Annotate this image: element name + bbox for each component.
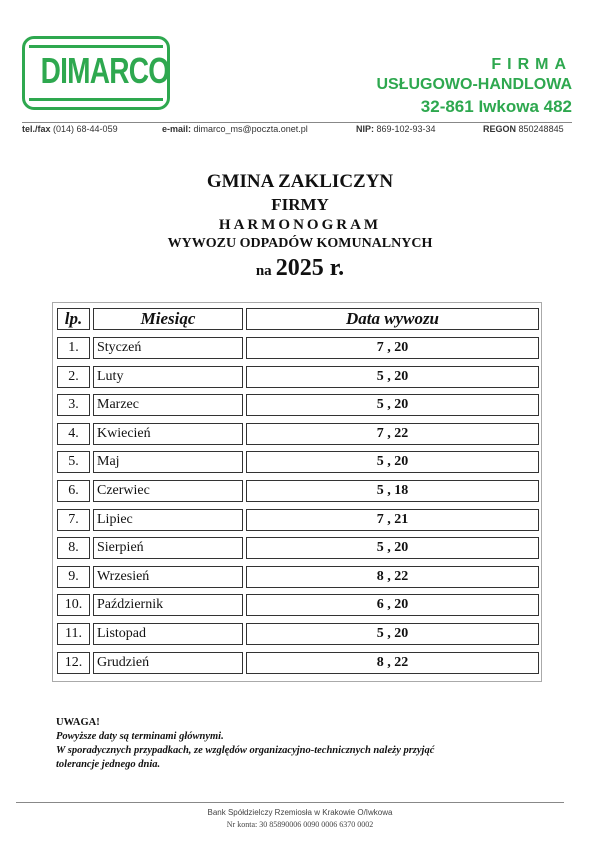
row-date: 5 , 20 [246,394,539,416]
row-lp: 3. [57,394,90,416]
row-date: 7 , 22 [246,423,539,445]
row-month: Czerwiec [93,480,243,502]
row-month: Październik [93,594,243,616]
table-row [53,563,541,591]
row-month: Sierpień [93,537,243,559]
row-lp: 7. [57,509,90,531]
header-month: Miesiąc [93,308,243,330]
row-date: 5 , 20 [246,366,539,388]
row-date: 8 , 22 [246,566,539,588]
firm-type: USŁUGOWO-HANDLOWA [376,76,572,93]
table-row [53,334,541,362]
footer [0,807,600,831]
header-lp: lp. [57,308,90,330]
row-month: Wrzesień [93,566,243,588]
row-month: Maj [93,451,243,473]
table-row [53,363,541,391]
row-month: Grudzień [93,652,243,674]
header-date: Data wywozu [246,308,539,330]
note-line-2: W sporadycznych przypadkach, ze względów organizacyjno-technicznych należy przyjąć [56,745,435,756]
firm-info [376,55,572,118]
row-lp: 10. [57,594,90,616]
note-title: UWAGA! [56,717,100,728]
footer-bank: Bank Spółdzielczy Rzemiosła w Krakowie O/Iwkowa [207,808,393,817]
row-month: Lipiec [93,509,243,531]
row-date: 5 , 18 [246,480,539,502]
regon: REGON 850248845 [483,124,564,134]
table-row [53,477,541,505]
row-date: 5 , 20 [246,623,539,645]
row-lp: 2. [57,366,90,388]
table-header [53,305,541,333]
table-row [53,506,541,534]
title-year: na 2025 r. [255,255,345,281]
row-lp: 11. [57,623,90,645]
schedule-table [52,302,542,682]
row-lp: 8. [57,537,90,559]
row-month: Listopad [93,623,243,645]
table-row [53,420,541,448]
row-lp: 1. [57,337,90,359]
row-date: 6 , 20 [246,594,539,616]
note-line-3: tolerancje jednego dnia. [56,759,161,770]
tel-fax: tel./fax (014) 68-44-059 [22,124,118,134]
table-row [53,649,541,677]
note-line-1: Powyższe daty są terminami głównymi. [56,731,224,742]
title-gmina: GMINA ZAKLICZYN [206,171,394,192]
table-row [53,391,541,419]
company-logo [22,36,170,110]
row-date: 7 , 20 [246,337,539,359]
row-date: 8 , 22 [246,652,539,674]
row-month: Luty [93,366,243,388]
title-firmy: FIRMY [271,195,329,214]
email: e-mail: dimarco_ms@poczta.onet.pl [162,124,308,134]
row-lp: 12. [57,652,90,674]
header-divider [22,122,572,123]
table-row [53,448,541,476]
table-row [53,591,541,619]
firm-address: 32-861 Iwkowa 482 [420,97,572,116]
nip: NIP: 869-102-93-34 [356,124,436,134]
title-wywozu: WYWOZU ODPADÓW KOMUNALNYCH [167,236,433,251]
row-lp: 9. [57,566,90,588]
row-date: 5 , 20 [246,451,539,473]
row-month: Marzec [93,394,243,416]
note [56,716,434,772]
row-lp: 4. [57,423,90,445]
row-month: Kwiecień [93,423,243,445]
row-month: Styczeń [93,337,243,359]
row-date: 5 , 20 [246,537,539,559]
title-harmonogram: HARMONOGRAM [218,217,382,233]
document-title [0,170,600,286]
footer-divider [16,802,564,803]
row-lp: 5. [57,451,90,473]
row-date: 7 , 21 [246,509,539,531]
table-row [53,534,541,562]
firm-label: FIRMA [491,56,572,73]
footer-account: Nr konta: 30 85890006 0090 0006 6370 0002 [226,820,374,829]
table-row [53,620,541,648]
row-lp: 6. [57,480,90,502]
logo-text: DIMARCO [40,50,170,91]
